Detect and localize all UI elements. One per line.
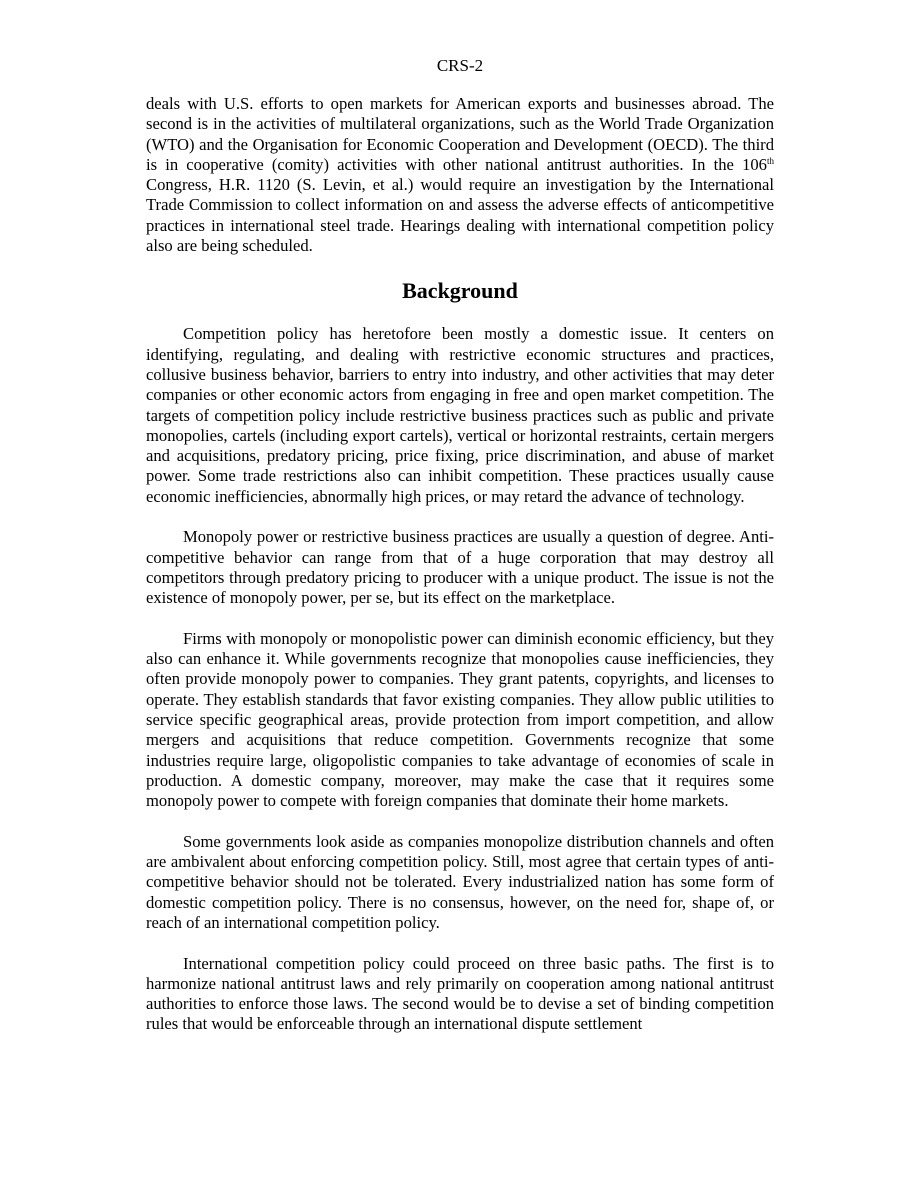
paragraph-spacer — [146, 507, 774, 527]
paragraph-spacer — [146, 812, 774, 832]
section-heading-background: Background — [402, 278, 518, 304]
paragraph-governments-ambivalent: Some governments look aside as companies monopolize distribution channels and often are ambivalent about enforcing competition policy. Still, most agree that certain types of anti-competitive behavior should not be tolerated. Every industrialized nation has some form of domestic competition policy. There is no consensus, however, on the need for, shape of, or reach of an international competition policy. — [146, 831, 774, 932]
intro-paragraph — [146, 94, 774, 256]
intro-text-part-2: Congress, H.R. 1120 (S. Levin, et al.) would require an investigation by the International Trade Commission to collect information on and assess the adverse effects of anticompetitive practices in international steel trade. Hearings dealing with international competition policy also are being scheduled. — [146, 175, 774, 256]
ordinal-superscript: th — [766, 155, 774, 166]
paragraph-competition-policy: Competition policy has heretofore been mostly a domestic issue. It centers on identifying, regulating, and dealing with restrictive economic structures and practices, collusive business behavior, barriers to entry into industry, and other activities that may deter companies or other economic actors from engaging in free and open market competition. The targets of competition policy include restrictive business practices such as public and private monopolies, cartels (including export cartels), vertical or horizontal restraints, certain mergers and acquisitions, predatory pricing, price fixing, price discrimination, and abuse of market power. Some trade restrictions also can inhibit competition. These practices usually cause economic inefficiencies, abnormally high prices, or may retard the advance of technology. — [146, 324, 774, 506]
document-body — [146, 94, 774, 1035]
paragraph-monopoly-power: Monopoly power or restrictive business practices are usually a question of degree. Anti-competitive behavior can range from that of a huge corporation that may destroy all competitors through predatory pricing to producer with a unique product. The issue is not the existence of monopoly power, per se, but its effect on the marketplace. — [146, 527, 774, 608]
paragraph-spacer — [146, 933, 774, 953]
paragraph-three-paths: International competition policy could proceed on three basic paths. The first is to harmonize national antitrust laws and rely primarily on cooperation among national antitrust authorities to enforce those laws. The second would be to devise a set of binding competition rules that would be enforceable through an international dispute settlement — [146, 953, 774, 1034]
intro-text-part-1: deals with U.S. efforts to open markets for American exports and businesses abroad. The second is in the activities of multilateral organizations, such as the World Trade Organization (WTO) and the Organisation for Economic Cooperation and Development (OECD). The third is in cooperative (comity) activities with other national antitrust authorities. In the 106 — [146, 94, 774, 174]
paragraph-spacer — [146, 609, 774, 629]
page-number-header: CRS-2 — [436, 56, 484, 75]
paragraph-firms-monopolistic: Firms with monopoly or monopolistic power can diminish economic efficiency, but they also can enhance it. While governments recognize that monopolies cause inefficiencies, they often provide monopoly power to companies. They grant patents, copyrights, and licenses to operate. They establish standards that favor existing companies. They allow public utilities to service specific geographical areas, provide protection from import competition, and allow mergers and acquisitions that reduce competition. Governments recognize that some industries require large, oligopolistic companies to take advantage of economies of scale in production. A domestic company, moreover, may make the case that it requires some monopoly power to compete with foreign companies that dominate their home markets. — [146, 628, 774, 811]
